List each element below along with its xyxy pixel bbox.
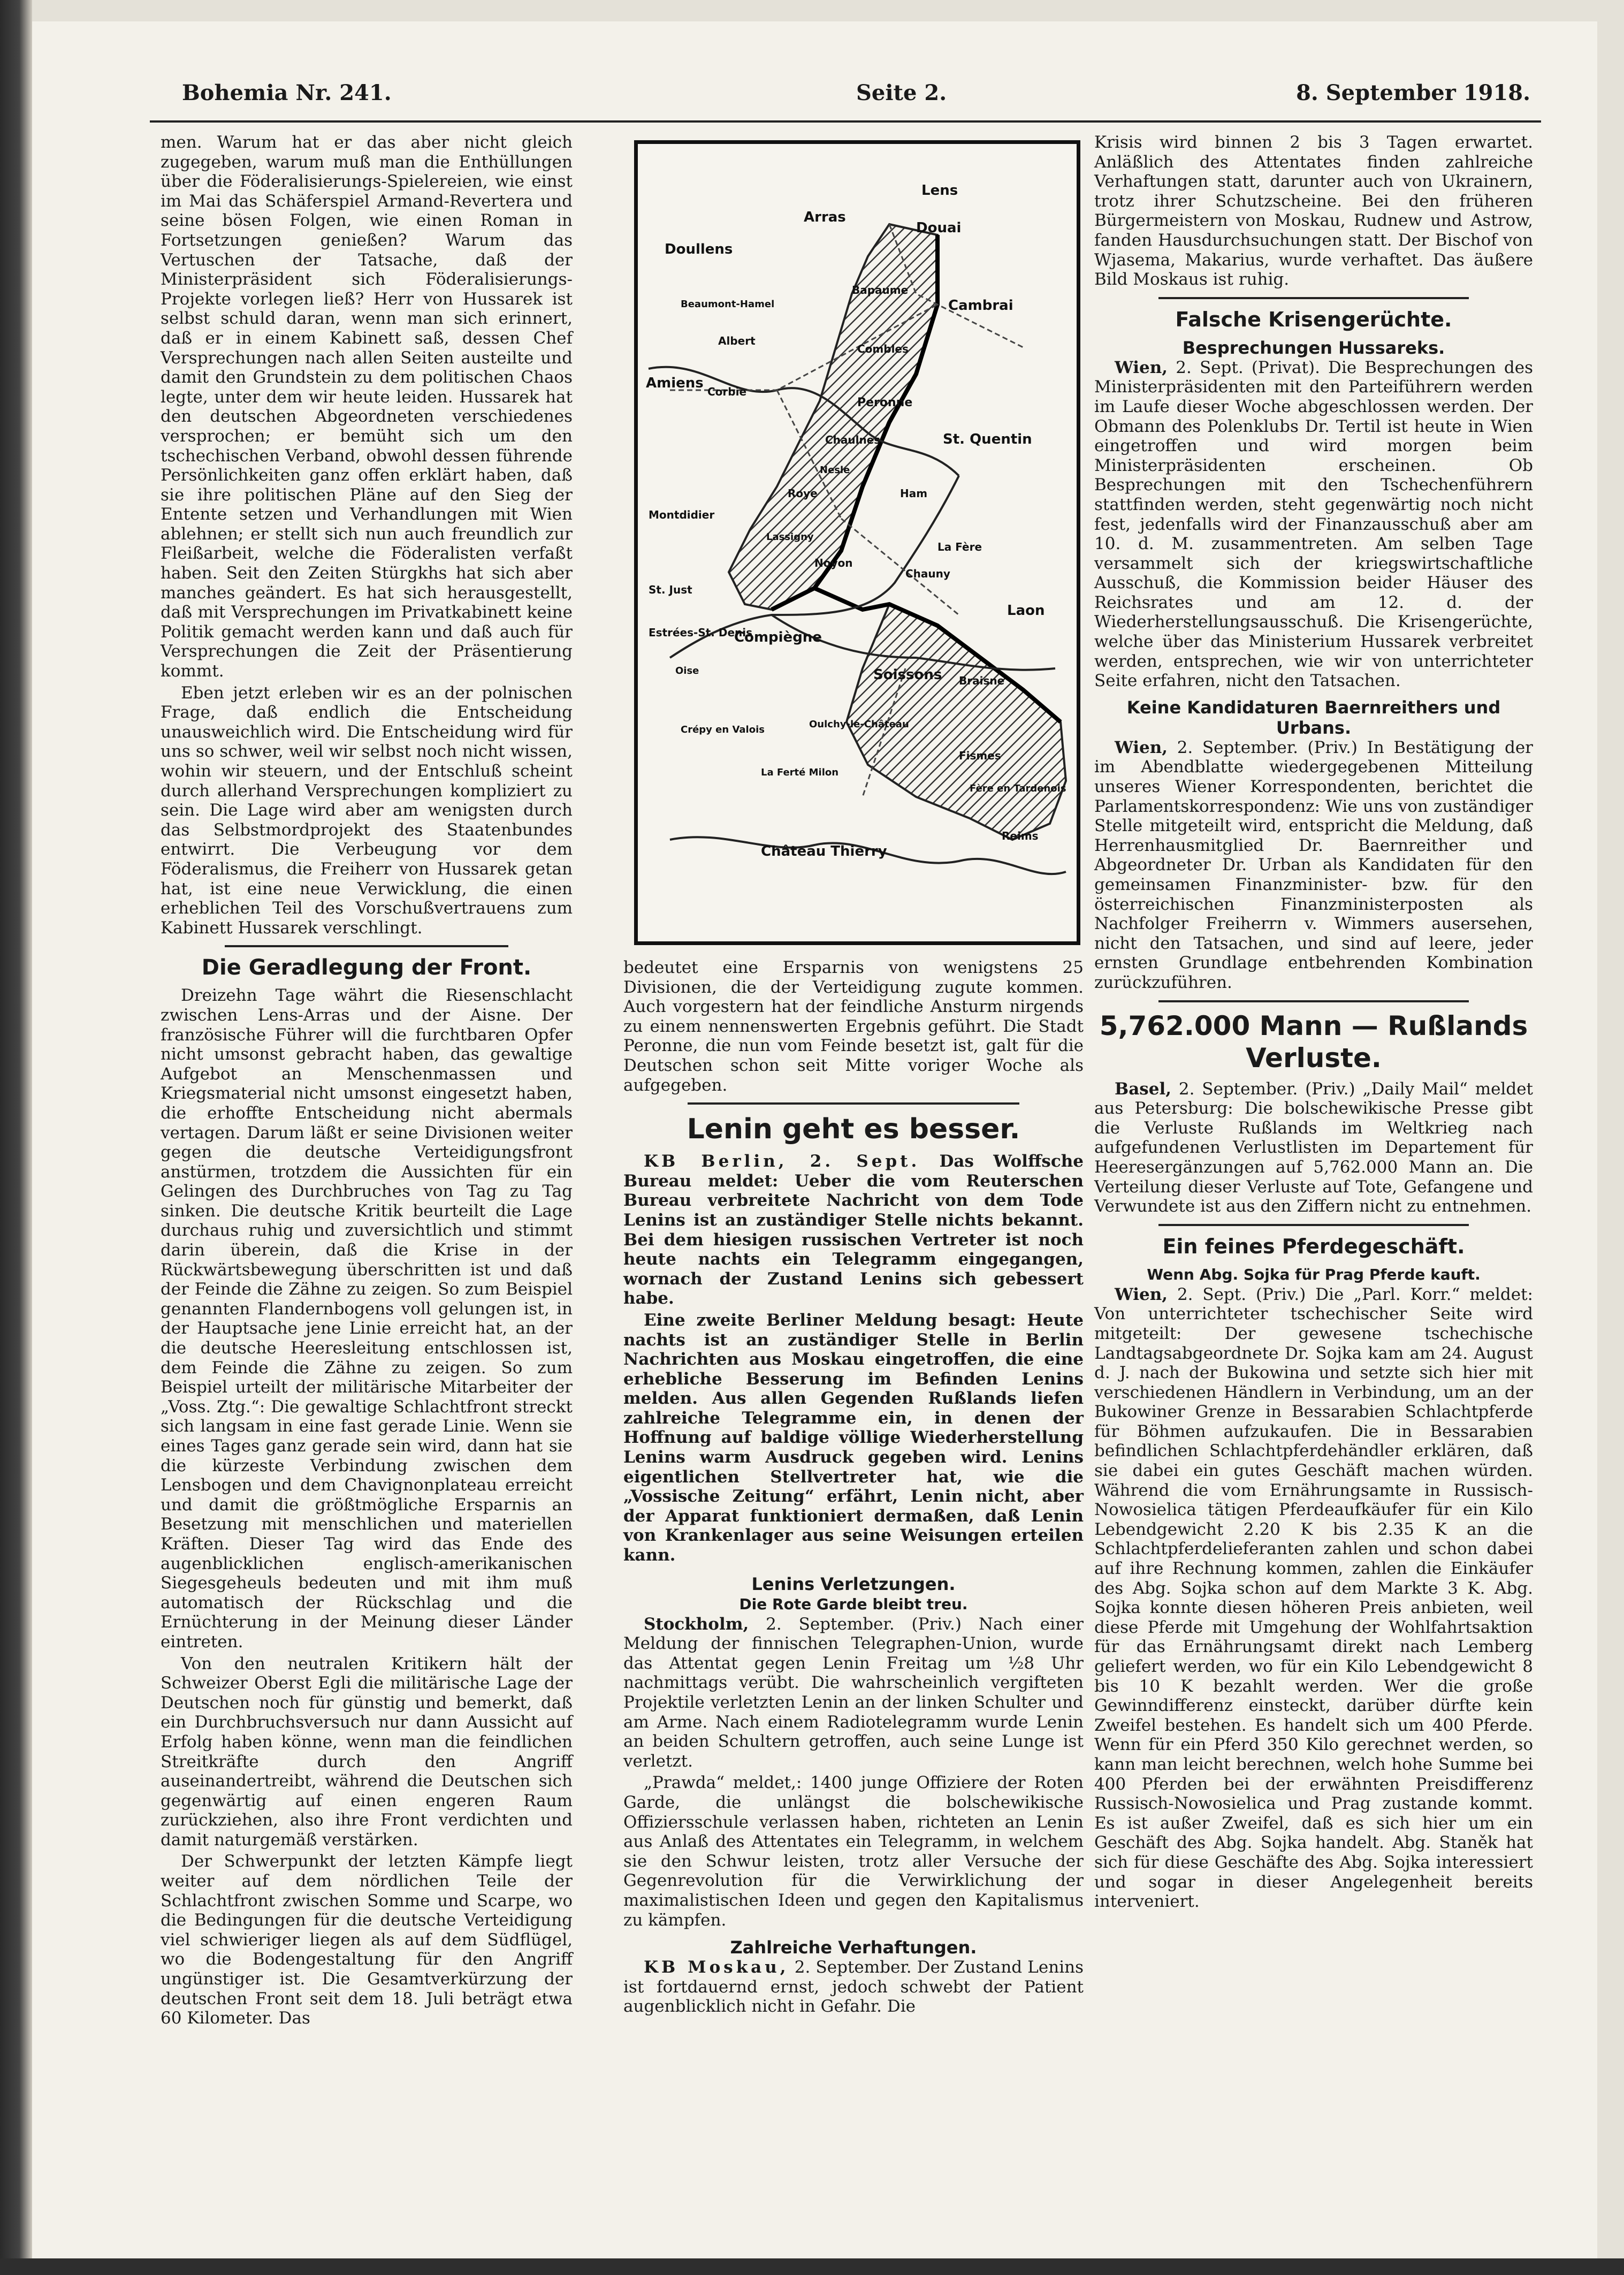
column-1 <box>161 133 573 2030</box>
article-paragraph <box>1094 1285 1533 1912</box>
paragraph-text: 2. September. (Priv.) In Bestätigung der im Abendblatte wiedergegebenen Mitteilung unseres Wiener Korrespondenten, berichtet die Parlamentskorrespondenz: Wie uns von zuständiger Stelle mitgeteilt wird, entspricht die Meldung, daß Herrenhausmitglied Dr. Baernreither und Abgeordneter Dr. Urban als Kandidaten für den gemeinsamen Finanzminister- bzw. für den österreichischen Finanzministerposten als Nachfolger Freiherrn v. Wimmers ausersehen, nicht den Tatsachen, und sind auf leere, jeder ernsten Grundlage entbehrenden Kombination zurückzuführen. <box>1094 737 1533 992</box>
page-header <box>182 80 1530 118</box>
map-label: Peronne <box>857 396 913 409</box>
paragraph-text: Das Wolffsche Bureau meldet: Ueber die vom Reuterschen Bureau verbreitete Nachricht von dem Tode Lenins ist an zuständiger Stelle nichts bekannt. Bei dem hiesigen russischen Vertreter ist noch heute nachts ein Telegramm eingegangen, wornach der Zustand Lenins sich gebessert habe. <box>623 1152 1084 1308</box>
map-label: Chaulnes <box>825 433 881 446</box>
map-label: Fère en Tardenois <box>970 783 1066 794</box>
article-divider <box>225 945 508 947</box>
dateline: KB Moskau, <box>644 1958 789 1977</box>
dateline: Wien, <box>1115 737 1168 757</box>
map-label: Amiens <box>646 375 704 391</box>
map-label: Compiègne <box>734 629 822 645</box>
map-label: Noyon <box>814 557 853 569</box>
front-map <box>634 140 1080 945</box>
map-label: La Ferté Milon <box>761 767 839 778</box>
article-paragraph <box>623 1152 1084 1308</box>
map-label: Beaumont-Hamel <box>681 299 775 310</box>
paragraph-text: 2. Sept. (Priv.) Die „Parl. Korr.“ meldet: Von unterrichteter tschechischer Seite wird mitgeteilt: Der gewesene tschechische Landtagsabgeordnete Dr. Sojka kam am 24. August d. J. nach der Bukowina und setzte sich hier mit verschiedenen Händlern in Verbindung, um an der Bukowiner Grenze in Bessarabien Schlachtpferde für Böhmen aufzukaufen. Die in Bessarabien befindlichen Schlachtpferdehändler erklären, daß sie dabei ein gutes Geschäft machen würden. Während die vom Ernährungsamte in Russisch-Nowosielica tätigen Pferdeaufkäufer für ein Kilo Lebendgewicht 2.20 K bis 2.35 K an die Schlachtpferdelieferanten zahlen und schon dabei auf ihre Rechnung kommen, zahlen die Einkäufer des Abg. Sojka schon auf dem Markte 3 K. Abg. Sojka konnte diesen höheren Preis anbieten, weil diese Pferde mit Umgehung der Wohlfahrtsaktion für das Ernährungsamt direkt nach Lemberg geliefert werden, wo für ein Kilo Lebendgewicht 8 bis 10 K bezahlt werden. Wer die große Gewinndifferenz einsteckt, darüber dürfte kein Zweifel bestehen. Es handelt sich um 400 Pferde. Wenn für ein Pferd 350 Kilo gerechnet werden, so kann man leicht berechnen, welch hohe Summe bei 400 Pferden bei der erwähnten Preisdifferenz Russisch-Nowosielica und Prag zustande kommt. Es ist außer Zweifel, daß es sich hier um ein Geschäft des Abg. Sojka handelt. Abg. Staněk hat sich für diese Geschäfte des Abg. Sojka interessiert und sogar in dieser Angelegenheit bereits interveniert. <box>1094 1284 1534 1912</box>
map-label: Fismes <box>959 749 1001 762</box>
article-continuation: men. Warum hat er das aber nicht gleich zugegeben, warum muß man die Enthüllungen über die Föderalisierungs-Spielereien, wie einst im Mai das Schäferspiel Armand-Revertera und seine bösen Folgen, wie einen Roman in Fortsetzungen genießen? Warum das Vertuschen der Tatsache, daß der Ministerpräsident sich Föderalisierungs-Projekte vorlegen ließ? Herr von Hussarek ist selbst schuld daran, wenn man sich erinnert, daß er in einem Kabinett saß, dessen Chef Versprechungen nach allen Seiten austeilte und damit den Grundstein zu dem politischen Chaos legte, unter dem wir heute leiden. Hussarek hat den deutschen Abgeordneten verschiedenes versprochen; er bemüht sich um den tschechischen Verband, obwohl dessen führende Persönlichkeiten ganz offen erklärt haben, daß sie ihre politischen Pläne auf den Sieg der Entente setzen und Verhandlungen mit Wien ablehnen; er stellt sich nun auch freundlich zur Fleißarbeit, welche die Föderalisten verfaßt haben. Seit den Zeiten Stürgkhs hat sich aber manches geändert. Es hat sich herausgestellt, daß mit Versprechungen im Privatkabinett keine Politik gemacht werden kann und daß auch für Versprechungen die Zeit der Präsentierung kommt. <box>161 133 573 681</box>
paragraph-text: 2. September. Der Zustand Lenins ist fortdauernd ernst, jedoch schwebt der Patient augenblicklich nicht in Gefahr. Die <box>623 1958 1084 2017</box>
column-3 <box>1094 133 1533 1914</box>
article-continuation: Krisis wird binnen 2 bis 3 Tagen erwartet. Anläßlich des Attentates finden zahlreiche Verhaftungen statt, darunter auch von Ukrainern, trotz ihrer Schutzscheine. Bei den früheren Bürgermeistern von Moskau, Rudnew und Astrow, fanden Hausdurchsuchungen statt. Der Bischof von Wjasema, Makarius, wurde verhaftet. Das äußere Bild Moskaus ist ruhig. <box>1094 133 1533 290</box>
paragraph-text: 2. September. (Priv.) Nach einer Meldung der finnischen Telegraphen-Union, wurde das Attentat gegen Lenin Freitag um ½8 Uhr nachmittags verübt. Die wahrscheinlich vergifteten Projektile verletzten Lenin an der linken Schulter und am Arme. Nach einem Radiotelegramm wurde Lenin an beiden Schultern getroffen, auch seine Lunge ist verletzt. <box>623 1614 1084 1771</box>
map-label: Albert <box>718 334 756 347</box>
map-label: Lens <box>921 182 958 199</box>
map-label: Douai <box>916 220 962 236</box>
map-label: St. Quentin <box>943 431 1032 447</box>
map-label: Nesle <box>820 465 850 476</box>
dateline: KB Berlin, 2. Sept. <box>644 1152 920 1171</box>
article-continuation: bedeutet eine Ersparnis von wenigstens 25 Divisionen, die der Verteidigung zugute kommen. Auch vorgestern hat der feindliche Ansturm nirgends zu einem nennenswerten Ergebnis geführt. Die Stadt Peronne, die nun vom Feinde besetzt ist, galt für die Deutschen schon seit Mitte voriger Woche als aufgegeben. <box>623 958 1084 1095</box>
map-label: Soissons <box>873 667 942 683</box>
headline-lenin: Lenin geht es besser. <box>687 1113 1020 1146</box>
headline-crisis-rumors: Falsche Krisengerüchte. <box>1175 307 1452 331</box>
map-label: Estrées-St. Denis <box>649 626 753 639</box>
headline-front: Die Geradlegung der Front. <box>201 955 532 980</box>
scan-left-edge <box>0 0 32 2275</box>
article-divider <box>688 1102 1019 1105</box>
map-label: Doullens <box>665 241 733 257</box>
paragraph-text: 2. Sept. (Privat). Die Besprechungen des Ministerpräsidenten mit den Parteiführern werden im Laufe dieser Woche abgeschlossen werden. Der Obmann des Polenklubs Dr. Tertil ist heute in Wien eingetroffen und wird morgen beim Ministerpräsidenten erscheinen. Ob Besprechungen mit den Tschechenführern stattfinden werden, steht gegenwärtig noch nicht fest, jedenfalls wird der Finanzausschuß aber am 10. d. M. zusammentreten. Am selben Tage versammelt sich der kriegswirtschaftliche Ausschuß, die Kommission beider Häuser des Reichsrates und am 12. d. der Wiederherstellungsausschuß. Die Krisengerüchte, welche über das Ministerium Hussarek verbreitet werden, entsprechen, wie wir von unterrichteter Seite erfahren, nicht den Tatsachen. <box>1094 357 1533 691</box>
dateline: Wien, <box>1115 357 1168 377</box>
article-divider <box>1158 297 1469 299</box>
map-label: Roye <box>788 487 818 500</box>
map-label: Montdidier <box>649 508 715 521</box>
headline-russian-losses: 5,762.000 Mann — Rußlands Verluste. <box>1099 1010 1528 1074</box>
map-label: Crépy en Valois <box>681 724 765 735</box>
map-label: Laon <box>1007 603 1045 619</box>
article-paragraph: Eine zweite Berliner Meldung besagt: Heute nachts ist an zuständiger Stelle in Berlin Nachrichten aus Moskau eingetroffen, die eine erhebliche Besserung im Befinden Lenins melden. Aus allen Gegenden Rußlands liefen zahlreiche Telegramme ein, in denen der Hoffnung auf baldige völlige Wiederherstellung Lenins warm Ausdruck gegeben wird. Lenins eigentlichen Stellvertreter hat, wie die „Vossische Zeitung“ erfährt, Lenin nicht, aber der Apparat funktioniert dermaßen, daß Lenin von Krankenlager aus seine Weisungen erteilen kann. <box>623 1310 1084 1565</box>
dateline: Stockholm, <box>644 1614 749 1634</box>
article-paragraph <box>623 1958 1084 2017</box>
map-label: Oise <box>675 665 699 676</box>
article-paragraph <box>1094 738 1533 993</box>
map-label: Cambrai <box>948 298 1013 314</box>
paragraph-text: 2. September. (Priv.) „Daily Mail“ meldet aus Petersburg: Die bolschewikische Presse gibt die Verluste Rußlands im Weltkrieg nach aufgefundenen Verlustlisten im Departement für Heeresergänzungen auf 5,762.000 Mann an. Die Verteilung dieser Verluste auf Tote, Gefangene und Verwundete ist aus den Ziffern nicht zu entnehmen. <box>1094 1079 1533 1216</box>
map-label: Corbie <box>707 385 747 398</box>
map-label: Château Thierry <box>761 843 887 859</box>
dateline: Wien, <box>1115 1284 1168 1304</box>
map-label: Oulchy-le-Château <box>809 719 909 730</box>
headline-horse-deal: Ein feines Pferdegeschäft. <box>1162 1234 1465 1258</box>
column-2 <box>623 958 1084 2019</box>
article-paragraph: „Prawda“ meldet,: 1400 junge Offiziere der Roten Garde, die unlängst die bolschewikische Offiziersschule verlassen haben, richteten an Lenin aus Anlaß des Attentates ein Telegramm, in welchem sie den Schwur leisten, trotz aller Versuche der Gegenrevolution für die Verwirklichung der maximalistischen Ideen und gegen den Kapitalismus zu kämpfen. <box>623 1773 1084 1930</box>
map-label: Reims <box>1002 830 1039 842</box>
article-paragraph: Eben jetzt erleben wir es an der polnischen Frage, daß endlich die Entscheidung unausweichlich wird. Die Entscheidung wird für uns so schwer, weil wir selbst noch nicht wissen, wohin wir steuern, und der Entschluß scheint durch allerhand Versprechungen kompliziert zu sein. Die Lage wird aber am wenigsten durch das Selbstmordprojekt des Staatenbundes entwirrt. Die Verbeugung vor dem Föderalismus, die Freiherr von Hussarek getan hat, ist eine neue Verwicklung, die einen erheblichen Teil des Vorschußvertrauens zum Kabinett Hussarek verschlingt. <box>161 683 573 938</box>
map-label: St. Just <box>649 583 692 596</box>
article-paragraph: Von den neutralen Kritikern hält der Schweizer Oberst Egli die militärische Lage der Deutschen noch für günstig und bemerkt, daß ein Durchbruchsversuch nur dann Aussicht auf Erfolg haben könne, wenn man die feindlichen Streitkräfte durch den Angriff auseinandertreibt, während die Deutschen sich gegenwärtig auf einen engeren Raum zurückziehen, also ihre Front verdichten und damit naturgemäß verstärken. <box>161 1654 573 1850</box>
map-label: Bapaume <box>852 284 909 296</box>
article-paragraph <box>623 1615 1084 1771</box>
header-page-number: Seite 2. <box>856 80 947 105</box>
header-paper-name: Bohemia Nr. 241. <box>182 80 392 105</box>
subhead-arrests: Zahlreiche Verhaftungen. <box>730 1937 977 1958</box>
header-date: 8. September 1918. <box>1296 80 1530 105</box>
article-paragraph <box>1094 358 1533 691</box>
dateline: Basel, <box>1115 1079 1172 1099</box>
subhead-red-guard: Die Rote Garde bleibt treu. <box>739 1595 968 1613</box>
occupied-zone-north <box>729 224 937 610</box>
subhead-sojka: Wenn Abg. Sojka für Prag Pferde kauft. <box>1147 1265 1481 1283</box>
map-label: Braisne <box>959 674 1005 687</box>
article-divider <box>1158 1224 1469 1226</box>
map-label: La Fère <box>937 541 982 553</box>
map-label: Chauny <box>905 567 950 580</box>
front-map-svg <box>638 144 1077 941</box>
map-label: Arras <box>804 209 846 225</box>
subhead-hussarek: Besprechungen Hussareks. <box>1182 337 1445 358</box>
article-divider <box>1158 1000 1469 1002</box>
scan-bottom-edge <box>0 2258 1624 2275</box>
map-label: Ham <box>900 487 928 500</box>
headline-candidacies: Keine Kandidaturen Baernreithers und Urbans. <box>1126 697 1501 738</box>
map-label: Lassigny <box>766 531 814 543</box>
map-label: Combles <box>857 343 909 355</box>
article-paragraph: Dreizehn Tage währt die Riesenschlacht zwischen Lens-Arras und der Aisne. Der französische Führer will die furchtbaren Opfer nicht umsonst gebracht haben, das gewaltige Aufgebot an Menschenmassen und Kriegsmaterial nicht umsonst eingesetzt haben, die erhoffte Entscheidung nicht abermals vertagen. Darum läßt er seine Divisionen weiter gegen die deutsche Verteidigungsfront anstürmen, trotzdem die Aussichten für ein Gelingen des Durchbruches von Tag zu Tag sinken. Die deutsche Kritik beurteilt die Lage durchaus ruhig und zuversichtlich und stimmt darin überein, daß die Krise in der Rückwärtsbewegung überschritten ist und daß der Feinde die Zähne zu zeigen. So zum Beispiel genannten Flandernbogens voll gelungen ist, in der Hauptsache jene Linie erreicht hat, an der die deutsche Heeresleitung entschlossen ist, dem Feinde die Zähne zu zeigen. So zum Beispiel urteilt der militärische Mitarbeiter der „Voss. Ztg.“: Die gewaltige Schlachtfront streckt sich langsam in eine fast gerade Linie. Wenn sie eines Tages ganz gerade sein wird, dann hat sie die kürzeste Verbindung zwischen dem Lensbogen und dem Chavignonplateau erreicht und damit die größtmögliche Ersparnis an Besetzung mit menschlichen und materiellen Kräften. Dieser Tag wird das Ende des augenblicklichen englisch-amerikanischen Siegesgeheuls bedeuten und mit ihm muß automatisch der Rückschlag und die Ernüchterung in der Meinung dieser Länder eintreten. <box>161 986 573 1652</box>
subhead-lenin-injuries: Lenins Verletzungen. <box>751 1573 956 1594</box>
article-paragraph: Der Schwerpunkt der letzten Kämpfe liegt weiter auf dem nördlichen Teile der Schlachtfront zwischen Somme und Scarpe, wo die Bedingungen für die deutsche Verteidigung viel schwieriger liegen als auf dem Südflügel, wo die Bodengestaltung für den Angriff ungünstiger ist. Die Gesamtverkürzung der deutschen Front seit dem 18. Juli beträgt etwa 60 Kilometer. Das <box>161 1852 573 2028</box>
header-rule <box>150 120 1541 123</box>
article-paragraph <box>1094 1079 1533 1216</box>
